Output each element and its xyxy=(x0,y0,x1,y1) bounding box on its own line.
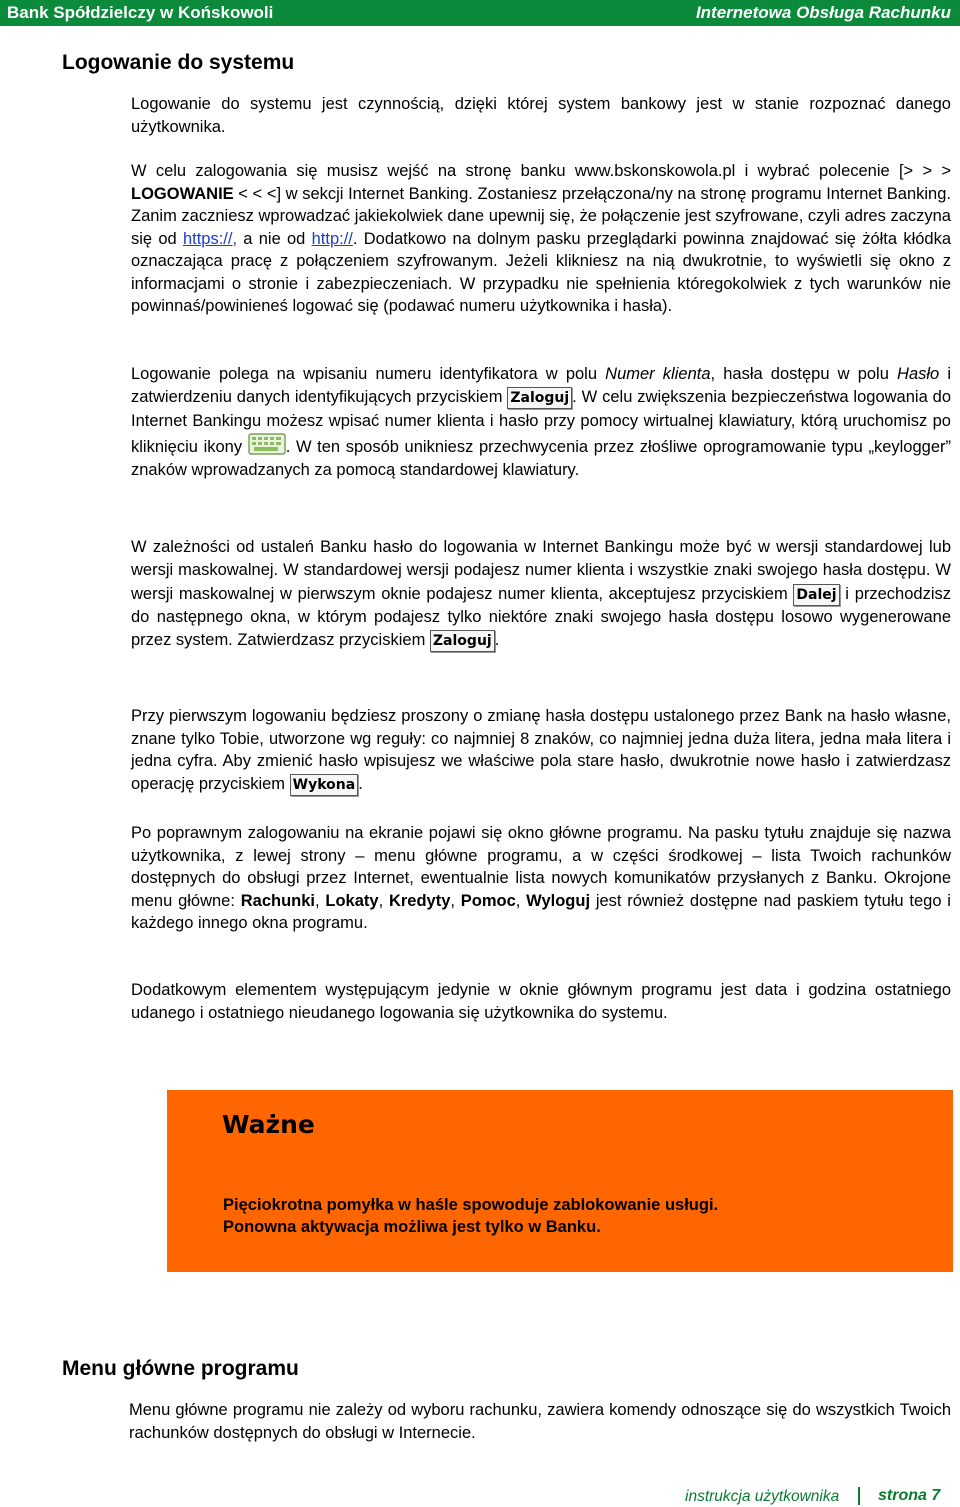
paragraph-main-menu: Menu główne programu nie zależy od wyboru rachunku, zawiera komendy odnoszące się do wszystkich Twoich rachunków dostępnych do obsługi w Internecie. xyxy=(129,1401,951,1442)
logowanie-command: LOGOWANIE xyxy=(131,184,234,203)
paragraph-password-versions: W zależności od ustaleń Banku hasło do logowania w Internet Bankingu może być w wersji standardowej lub wersji maskowalnej. W standardowej wersji podajesz numer klienta i wszystkie znaki swojego hasła dostępu. W wersji maskowalnej w pierwszym oknie podajesz numer klienta, akceptujesz przyciskiem Dalej i przechodzisz do następnego okna, w którym podajesz tylko niektóre znaki swojego hasła dostępu losowo wygenerowane przez system. Zatwierdzasz przyciskiem Zaloguj . xyxy=(131,536,951,652)
field-name-password: Hasło xyxy=(897,365,940,383)
paragraph-login-intro: Logowanie do systemu jest czynnością, dzięki której system bankowy jest w stanie rozpoznać danego użytkownika. xyxy=(131,95,951,136)
menu-item-rachunki: Rachunki xyxy=(240,891,316,910)
bank-name: Bank Spółdzielczy w Końskowoli xyxy=(7,3,274,22)
field-name-client-number: Numer klienta xyxy=(605,365,711,383)
section-title-login: Logowanie do systemu xyxy=(62,51,295,74)
section-title-main-menu: Menu główne programu xyxy=(62,1357,299,1380)
paragraph-first-login: Przy pierwszym logowaniu będziesz proszony o zmianę hasła dostępu ustalonego przez Bank na hasło własne, znane tylko Tobie, utworzone wg reguły: co najmniej 8 znaków, co najmniej jedna duża litera, jedna mała litera i jedna cyfra. Aby zmienić hasło wpisujesz we właściwe pola stare hasło, dwukrotnie nowe hasło i zatwierdzasz operację przyciskiem Wykona . xyxy=(131,705,951,796)
menu-item-pomoc: Pomoc xyxy=(460,891,516,910)
menu-item-lokaty: Lokaty xyxy=(325,891,379,910)
footer-separator xyxy=(858,1487,860,1505)
service-name: Internetowa Obsługa Rachunku xyxy=(695,3,951,22)
menu-item-wyloguj: Wyloguj xyxy=(526,891,591,910)
footer-page-number: strona 7 xyxy=(878,1487,941,1504)
important-title: Ważne xyxy=(222,1110,315,1139)
https-link[interactable]: https://, xyxy=(182,229,238,248)
important-text: Pięciokrotna pomyłka w haśle spowoduje zablokowanie usługi. Ponowna aktywacja możliwa jest tylko w Banku. xyxy=(223,1196,719,1236)
important-notice-box xyxy=(167,1090,953,1272)
zaloguj-button-2[interactable]: Zaloguj xyxy=(430,630,495,652)
http-link[interactable]: http:// xyxy=(311,229,353,248)
dalej-button[interactable]: Dalej xyxy=(793,584,839,606)
paragraph-login-steps: W celu zalogowania się musisz wejść na stronę banku www.bskonskowola.pl i wybrać polecenie [> > > LOGOWANIE < < <] w sekcji Internet Banking. Zostaniesz przełączona/ny na stronę programu Internet Banking. Zanim zaczniesz wprowadzać jakiekolwiek dane upewnij się, że połączenie jest szyfrowane, czyli adres zaczyna się od https://, a nie od http://. Dodatkowo na dolnym pasku przeglądarki powinna znajdować się żółta kłódka oznaczająca pracę z połączeniem szyfrowanym. Jeżeli klikniesz na nią dwukrotnie, to wyświetli się okno z informacjami o stronie i zabezpieczeniach. W przypadku nie spełnienia któregokolwiek z tych warunków nie powinnaś/powinieneś logować się (podawać numeru użytkownika i hasła). xyxy=(131,162,952,315)
footer-manual-label: instrukcja użytkownika xyxy=(685,1488,840,1505)
menu-item-kredyty: Kredyty xyxy=(388,891,451,910)
page-header xyxy=(0,0,960,26)
paragraph-main-window: Po poprawnym zalogowaniu na ekranie pojawi się okno główne programu. Na pasku tytułu znajduje się nazwa użytkownika, z lewej strony – menu główne programu, a w części środkowej – lista Twoich rachunków dostępnych do obsługi przez Internet, ewentualnie lista nowych komunikatów przysłanych z Banku. Okrojone menu główne: Rachunki, Lokaty, Kredyty, Pomoc, Wyloguj jest również dostępne nad paskiem tytułu tego i każdego innego okna programu. xyxy=(131,824,951,932)
paragraph-login-fields: Logowanie polega na wpisaniu numeru identyfikatora w polu Numer klienta, hasła dostępu w polu Hasło i zatwierdzeniu danych identyfikujących przyciskiem Zaloguj . W celu zwiększenia bezpieczeństwa logowania do Internet Bankingu możesz wpisać numer klienta i hasło przy pomocy wirtualnej klawiatury, którą uruchomisz po kliknięciu ikony . W ten sposób unikniesz przechwycenia przez złośliwe oprogramowanie typu „keylogger” znaków wprowadzanych za pomocą standardowej klawiatury. xyxy=(131,365,952,480)
zaloguj-button[interactable]: Zaloguj xyxy=(507,387,572,409)
keyboard-icon[interactable] xyxy=(248,433,286,455)
wykona-button[interactable]: Wykona xyxy=(290,774,359,796)
paragraph-login-dates: Dodatkowym elementem występującym jedynie w oknie głównym programu jest data i godzina ostatniego udanego i ostatniego nieudanego logowania się użytkownika do systemu. xyxy=(131,981,951,1022)
